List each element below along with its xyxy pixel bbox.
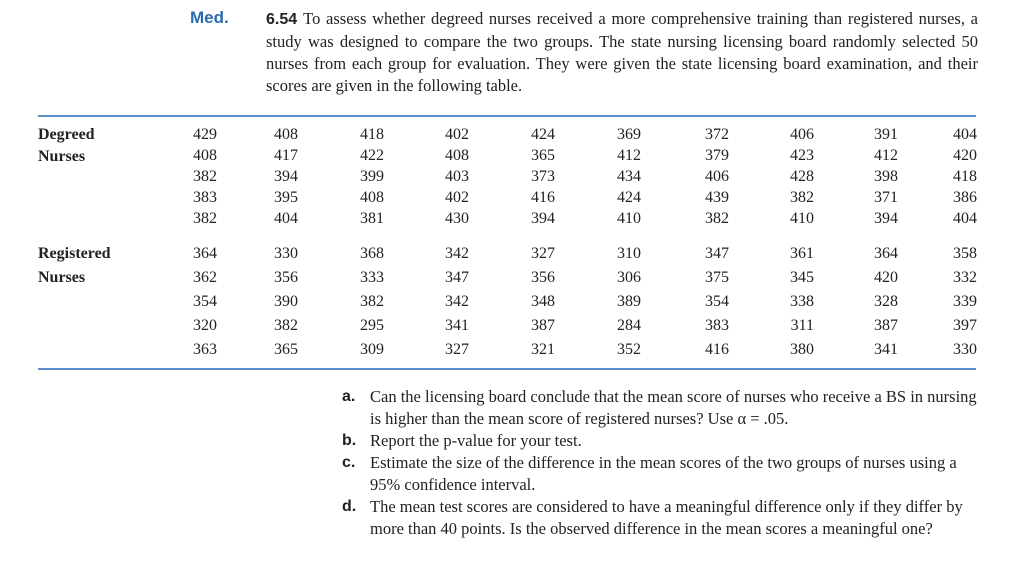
table-top-rule <box>38 115 976 117</box>
table-cell: 382 <box>193 168 217 185</box>
table-cell: 358 <box>953 245 977 262</box>
table-cell: 348 <box>531 293 555 310</box>
table-cell: 394 <box>274 168 298 185</box>
table-cell: 387 <box>874 317 898 334</box>
table-cell: 332 <box>953 269 977 286</box>
table-cell: 434 <box>617 168 641 185</box>
table-row <box>0 291 1024 313</box>
table-row <box>0 243 1024 265</box>
table-row <box>0 124 1024 146</box>
question-c <box>342 452 978 496</box>
table-cell: 364 <box>874 245 898 262</box>
question-letter: a. <box>342 388 356 405</box>
table-cell: 339 <box>953 293 977 310</box>
table-cell: 383 <box>705 317 729 334</box>
table-cell: 306 <box>617 269 641 286</box>
table-cell: 418 <box>360 126 384 143</box>
table-cell: 430 <box>445 210 469 227</box>
table-cell: 408 <box>193 147 217 164</box>
table-cell: 345 <box>790 269 814 286</box>
table-cell: 309 <box>360 341 384 358</box>
table-cell: 365 <box>531 147 555 164</box>
table-row <box>0 339 1024 361</box>
table-cell: 403 <box>445 168 469 185</box>
table-cell: 418 <box>953 168 977 185</box>
table-cell: 342 <box>445 293 469 310</box>
table-cell: 408 <box>360 189 384 206</box>
table-cell: 327 <box>445 341 469 358</box>
table-cell: 412 <box>874 147 898 164</box>
question-text: Estimate the size of the difference in the mean scores of the two groups of nurses using a 95% confidence interval. <box>370 453 957 494</box>
table-cell: 382 <box>274 317 298 334</box>
table-cell: 373 <box>531 168 555 185</box>
registered-label-line2: Nurses <box>38 269 86 286</box>
table-bottom-rule <box>38 368 976 370</box>
table-cell: 333 <box>360 269 384 286</box>
table-cell: 386 <box>953 189 977 206</box>
table-cell: 364 <box>193 245 217 262</box>
question-letter: b. <box>342 432 357 449</box>
problem-number: 6.54 <box>266 11 298 28</box>
degreed-label-line1: Degreed <box>38 126 95 143</box>
table-cell: 395 <box>274 189 298 206</box>
table-cell: 402 <box>445 126 469 143</box>
table-cell: 379 <box>705 147 729 164</box>
question-d <box>342 496 978 540</box>
table-cell: 399 <box>360 168 384 185</box>
table-cell: 416 <box>705 341 729 358</box>
table-cell: 375 <box>705 269 729 286</box>
table-cell: 372 <box>705 126 729 143</box>
problem-text: To assess whether degreed nurses received a more comprehensive training than registered nurses, a study was designed to compare the two groups. The state nursing licensing board randomly selected 50 nurses from each group for evaluation. They were given the state licensing board examination, and their scores are given in the following table. <box>266 9 978 95</box>
table-cell: 417 <box>274 147 298 164</box>
table-cell: 362 <box>193 269 217 286</box>
table-cell: 311 <box>790 317 814 334</box>
table-cell: 381 <box>360 210 384 227</box>
table-cell: 341 <box>874 341 898 358</box>
question-letter: d. <box>342 498 357 515</box>
table-cell: 380 <box>790 341 814 358</box>
table-cell: 389 <box>617 293 641 310</box>
question-list <box>342 386 978 540</box>
table-cell: 424 <box>617 189 641 206</box>
question-text: The mean test scores are considered to have a meaningful difference only if they differ by more than 40 points. Is the observed difference in the mean scores a meaningful one? <box>370 497 963 538</box>
table-row <box>0 145 1024 167</box>
table-cell: 361 <box>790 245 814 262</box>
table-cell: 356 <box>274 269 298 286</box>
table-cell: 410 <box>617 210 641 227</box>
table-cell: 439 <box>705 189 729 206</box>
table-cell: 406 <box>790 126 814 143</box>
table-cell: 330 <box>953 341 977 358</box>
table-cell: 382 <box>705 210 729 227</box>
table-cell: 404 <box>274 210 298 227</box>
table-cell: 423 <box>790 147 814 164</box>
table-cell: 369 <box>617 126 641 143</box>
table-cell: 428 <box>790 168 814 185</box>
table-cell: 347 <box>705 245 729 262</box>
table-cell: 347 <box>445 269 469 286</box>
table-cell: 420 <box>874 269 898 286</box>
question-letter: c. <box>342 454 356 471</box>
question-text: Report the p-value for your test. <box>370 431 582 450</box>
table-cell: 284 <box>617 317 641 334</box>
question-a <box>342 386 978 430</box>
table-cell: 387 <box>531 317 555 334</box>
table-row <box>0 187 1024 209</box>
table-cell: 416 <box>531 189 555 206</box>
problem-statement <box>266 8 978 97</box>
table-cell: 365 <box>274 341 298 358</box>
table-cell: 424 <box>531 126 555 143</box>
table-cell: 391 <box>874 126 898 143</box>
table-cell: 341 <box>445 317 469 334</box>
registered-label-line1: Registered <box>38 245 111 262</box>
table-row <box>0 315 1024 337</box>
table-cell: 330 <box>274 245 298 262</box>
table-row <box>0 166 1024 188</box>
table-cell: 328 <box>874 293 898 310</box>
table-cell: 382 <box>790 189 814 206</box>
table-cell: 406 <box>705 168 729 185</box>
table-cell: 363 <box>193 341 217 358</box>
table-cell: 420 <box>953 147 977 164</box>
table-cell: 383 <box>193 189 217 206</box>
table-cell: 382 <box>193 210 217 227</box>
table-cell: 408 <box>445 147 469 164</box>
table-cell: 412 <box>617 147 641 164</box>
table-cell: 310 <box>617 245 641 262</box>
table-cell: 321 <box>531 341 555 358</box>
table-cell: 394 <box>531 210 555 227</box>
table-cell: 390 <box>274 293 298 310</box>
degreed-label-line2: Nurses <box>38 148 86 165</box>
section-tag: Med. <box>190 8 229 27</box>
table-cell: 371 <box>874 189 898 206</box>
table-cell: 327 <box>531 245 555 262</box>
table-cell: 429 <box>193 126 217 143</box>
table-cell: 342 <box>445 245 469 262</box>
table-row <box>0 208 1024 230</box>
table-cell: 338 <box>790 293 814 310</box>
table-cell: 402 <box>445 189 469 206</box>
table-cell: 295 <box>360 317 384 334</box>
table-cell: 368 <box>360 245 384 262</box>
table-cell: 404 <box>953 126 977 143</box>
table-cell: 397 <box>953 317 977 334</box>
table-cell: 394 <box>874 210 898 227</box>
question-text: Can the licensing board conclude that the mean score of nurses who receive a BS in nursing is higher than the mean score of registered nurses? Use α = .05. <box>370 387 977 428</box>
table-cell: 398 <box>874 168 898 185</box>
table-cell: 354 <box>705 293 729 310</box>
question-b <box>342 430 978 452</box>
table-cell: 382 <box>360 293 384 310</box>
table-cell: 354 <box>193 293 217 310</box>
table-cell: 404 <box>953 210 977 227</box>
table-cell: 356 <box>531 269 555 286</box>
table-row <box>0 267 1024 289</box>
table-cell: 422 <box>360 147 384 164</box>
table-cell: 352 <box>617 341 641 358</box>
table-cell: 320 <box>193 317 217 334</box>
table-cell: 410 <box>790 210 814 227</box>
table-cell: 408 <box>274 126 298 143</box>
